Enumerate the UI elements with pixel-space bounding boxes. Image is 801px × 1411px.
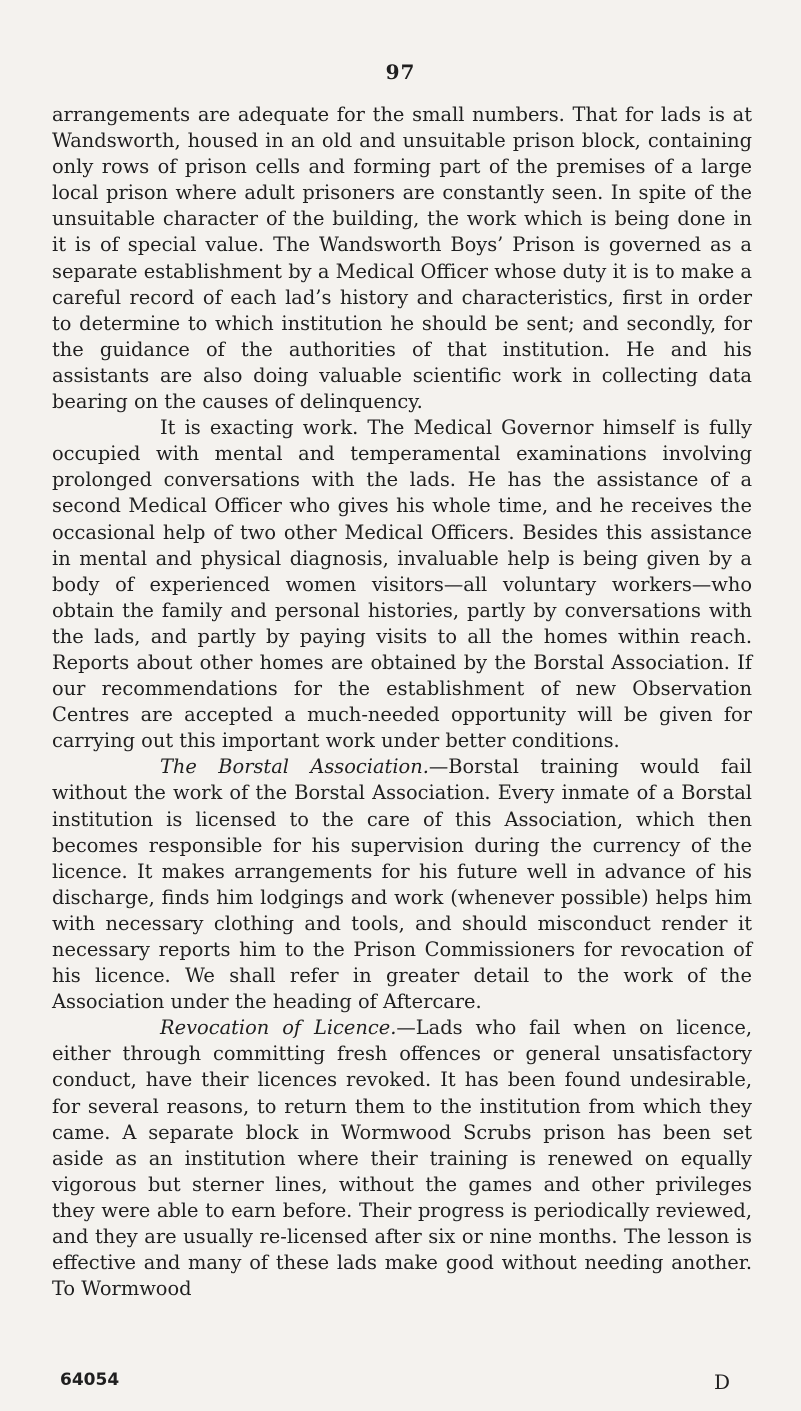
paragraph-text: It is exacting work. The Medical Governor himself is fully occupied with mental and temperamental examinations involving prolonged conversations with the lads. He has the assistance of a second Medical Officer who gives his whole time, and he receives the occasional help of two other Medical Officers. Besides this assistance in mental and physical diagnosis, invaluable help is being given by a body of experienced women visitors—all voluntary workers—who obtain the family and personal histories, partly by conversations with the lads, and partly by paying visits to all the homes within reach. Reports about other homes are obtained by the Borstal Association. If our recommendations for the establishment of new Observation Centres are accepted a much-needed opportunity will be given for carrying out this important work under better conditions. (52, 416, 752, 753)
print-code: 64054 (60, 1370, 120, 1390)
paragraph-revocation-of-licence (52, 1015, 752, 1302)
paragraph-text: arrangements are adequate for the small numbers. That for lads is at Wandsworth, housed in an old and unsuitable prison block, containing only rows of prison cells and forming part of the premises of a large local prison where adult prisoners are constantly seen. In spite of the unsuitable character of the building, the work which is being done in it is of special value. The Wandsworth Boys’ Prison is governed as a separate establishment by a Medical Officer whose duty it is to make a careful record of each lad’s history and characteristics, first in order to determine to which institution he should be sent; and secondly, for the guidance of the authorities of that institution. He and his assistants are also doing valuable scientific work in collecting data bearing on the causes of delinquency. (52, 103, 752, 414)
paragraph-text: —Borstal training would fail without the work of the Borstal Association. Every inmate of a Borstal institution is licensed to the care of this Association, which then becomes responsible for his supervision during the currency of the licence. It makes arrangements for his future well in advance of his discharge, finds him lodgings and work (whenever possible) helps him with necessary clothing and tools, and should misconduct render it necessary reports him to the Prison Commissioners for revocation of his licence. We shall refer in greater detail to the work of the Association under the heading of Aftercare. (52, 755, 752, 1014)
page-number: 97 (385, 60, 416, 84)
section-heading-borstal-association: The Borstal Association. (160, 755, 429, 779)
signature-mark: D (713, 1370, 730, 1394)
paragraph-medical-work (52, 415, 752, 754)
paragraph-borstal-association (52, 754, 752, 1015)
paragraph-continuation (52, 102, 752, 415)
paragraph-text: —Lads who fail when on licence, either through committing fresh offences or general unsatisfactory conduct, have their licences revoked. It has been found undesirable, for several reasons, to return them to the institution from which they came. A separate block in Wormwood Scrubs prison has been set aside as an institution where their training is renewed on equally vigorous but sterner lines, without the games and other privileges they were able to earn before. Their progress is periodically reviewed, and they are usually re-licensed after six or nine months. The lesson is effective and many of these lads make good without needing another. To Wormwood (52, 1016, 752, 1301)
section-heading-revocation-of-licence: Revocation of Licence. (160, 1016, 397, 1040)
page-footer (60, 1370, 740, 1394)
body-text (52, 102, 752, 1302)
